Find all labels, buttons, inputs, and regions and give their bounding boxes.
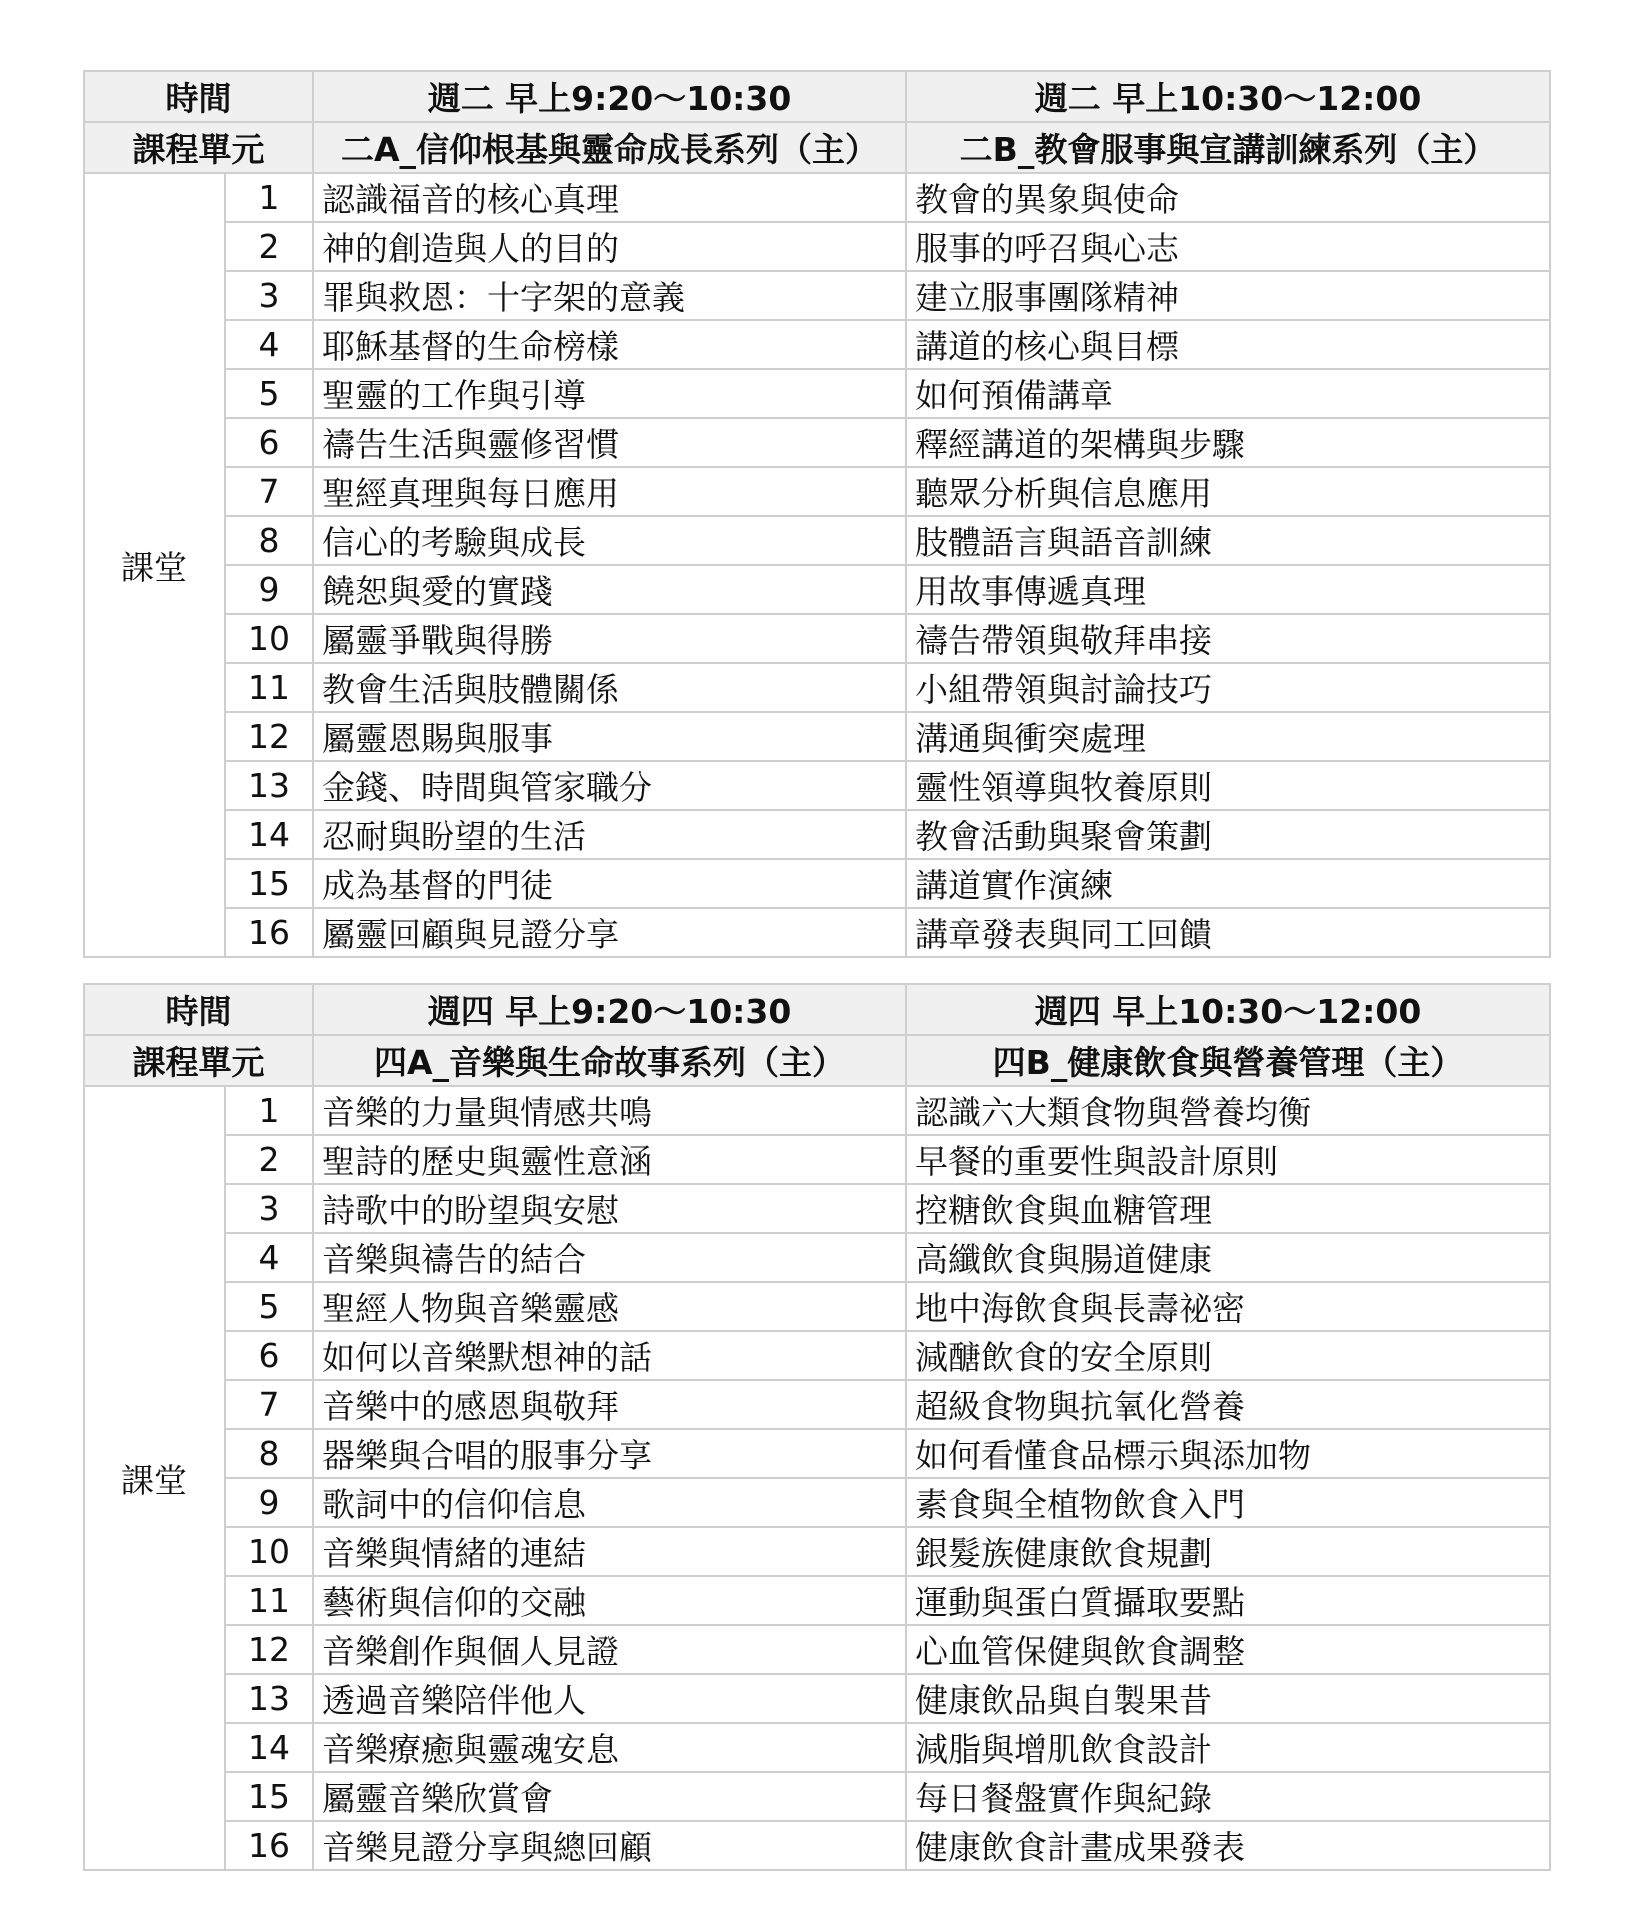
session-number: 2 [225, 1135, 313, 1184]
session-number: 7 [225, 1380, 313, 1429]
session-number: 5 [225, 369, 313, 418]
time-label: 時間 [84, 71, 313, 122]
table-row [84, 418, 1550, 467]
table-row [84, 1625, 1550, 1674]
topic-b: 高纖飲食與腸道健康 [906, 1233, 1550, 1282]
topic-b: 講道實作演練 [906, 859, 1550, 908]
session-number: 11 [225, 1576, 313, 1625]
topic-b: 減脂與增肌飲食設計 [906, 1723, 1550, 1772]
table-row [84, 320, 1550, 369]
topic-b: 講道的核心與目標 [906, 320, 1550, 369]
topic-b: 超級食物與抗氧化營養 [906, 1380, 1550, 1429]
topic-a: 音樂與禱告的結合 [313, 1233, 906, 1282]
topic-a: 詩歌中的盼望與安慰 [313, 1184, 906, 1233]
topic-b: 如何看懂食品標示與添加物 [906, 1429, 1550, 1478]
col-b-series: 四B_健康飲食與營養管理（主） [906, 1035, 1550, 1086]
table-row [84, 1821, 1550, 1870]
col-b-time: 週四 早上10:30～12:00 [906, 984, 1550, 1035]
topic-a: 認識福音的核心真理 [313, 173, 906, 222]
topic-a: 音樂見證分享與總回顧 [313, 1821, 906, 1870]
topic-a: 器樂與合唱的服事分享 [313, 1429, 906, 1478]
session-number: 2 [225, 222, 313, 271]
topic-a: 音樂的力量與情感共鳴 [313, 1086, 906, 1135]
topic-b: 每日餐盤實作與紀錄 [906, 1772, 1550, 1821]
topic-a: 罪與救恩：十字架的意義 [313, 271, 906, 320]
topic-a: 信心的考驗與成長 [313, 516, 906, 565]
topic-b: 銀髮族健康飲食規劃 [906, 1527, 1550, 1576]
table-row [84, 1576, 1550, 1625]
topic-a: 屬靈恩賜與服事 [313, 712, 906, 761]
unit-label: 課程單元 [84, 1035, 313, 1086]
table-row [84, 1674, 1550, 1723]
session-number: 3 [225, 1184, 313, 1233]
table-row [84, 1233, 1550, 1282]
topic-b: 教會活動與聚會策劃 [906, 810, 1550, 859]
session-number: 10 [225, 1527, 313, 1576]
session-number: 9 [225, 565, 313, 614]
series-header-row [84, 1035, 1550, 1086]
topic-b: 健康飲品與自製果昔 [906, 1674, 1550, 1723]
session-number: 12 [225, 1625, 313, 1674]
table-row [84, 1478, 1550, 1527]
topic-a: 聖經人物與音樂靈感 [313, 1282, 906, 1331]
topic-b: 健康飲食計畫成果發表 [906, 1821, 1550, 1870]
table-row [84, 1184, 1550, 1233]
session-number: 11 [225, 663, 313, 712]
unit-label: 課程單元 [84, 122, 313, 173]
table-row [84, 516, 1550, 565]
topic-b: 素食與全植物飲食入門 [906, 1478, 1550, 1527]
topic-b: 溝通與衝突處理 [906, 712, 1550, 761]
table-row [84, 369, 1550, 418]
topic-b: 如何預備講章 [906, 369, 1550, 418]
session-number: 14 [225, 1723, 313, 1772]
time-header-row [84, 984, 1550, 1035]
session-number: 14 [225, 810, 313, 859]
session-number: 13 [225, 761, 313, 810]
time-header-row [84, 71, 1550, 122]
session-number: 7 [225, 467, 313, 516]
table-row [84, 1282, 1550, 1331]
topic-b: 禱告帶領與敬拜串接 [906, 614, 1550, 663]
table-row [84, 1527, 1550, 1576]
table-row [84, 1135, 1550, 1184]
topic-b: 早餐的重要性與設計原則 [906, 1135, 1550, 1184]
session-number: 10 [225, 614, 313, 663]
topic-a: 饒恕與愛的實踐 [313, 565, 906, 614]
topic-a: 成為基督的門徒 [313, 859, 906, 908]
topic-b: 心血管保健與飲食調整 [906, 1625, 1550, 1674]
topic-a: 耶穌基督的生命榜樣 [313, 320, 906, 369]
table-row [84, 712, 1550, 761]
table-row [84, 271, 1550, 320]
session-number: 6 [225, 1331, 313, 1380]
table-row [84, 1429, 1550, 1478]
table-row [84, 173, 1550, 222]
table-row [84, 1380, 1550, 1429]
category-label: 課堂 [84, 173, 225, 957]
topic-b: 釋經講道的架構與步驟 [906, 418, 1550, 467]
topic-a: 音樂療癒與靈魂安息 [313, 1723, 906, 1772]
session-number: 15 [225, 859, 313, 908]
table-row [84, 222, 1550, 271]
topic-a: 金錢、時間與管家職分 [313, 761, 906, 810]
session-number: 15 [225, 1772, 313, 1821]
session-number: 1 [225, 1086, 313, 1135]
topic-a: 忍耐與盼望的生活 [313, 810, 906, 859]
category-label: 課堂 [84, 1086, 225, 1870]
topic-a: 神的創造與人的目的 [313, 222, 906, 271]
session-number: 13 [225, 1674, 313, 1723]
session-number: 5 [225, 1282, 313, 1331]
col-a-time: 週四 早上9:20～10:30 [313, 984, 906, 1035]
topic-a: 聖經真理與每日應用 [313, 467, 906, 516]
topic-b: 聽眾分析與信息應用 [906, 467, 1550, 516]
topic-a: 音樂中的感恩與敬拜 [313, 1380, 906, 1429]
topic-a: 屬靈音樂欣賞會 [313, 1772, 906, 1821]
table-row [84, 908, 1550, 957]
session-number: 1 [225, 173, 313, 222]
session-number: 6 [225, 418, 313, 467]
col-a-time: 週二 早上9:20～10:30 [313, 71, 906, 122]
topic-b: 靈性領導與牧養原則 [906, 761, 1550, 810]
topic-a: 教會生活與肢體關係 [313, 663, 906, 712]
topic-b: 教會的異象與使命 [906, 173, 1550, 222]
table-row [84, 1723, 1550, 1772]
session-number: 8 [225, 516, 313, 565]
topic-b: 地中海飲食與長壽祕密 [906, 1282, 1550, 1331]
time-label: 時間 [84, 984, 313, 1035]
topic-b: 服事的呼召與心志 [906, 222, 1550, 271]
topic-b: 用故事傳遞真理 [906, 565, 1550, 614]
table-row [84, 1331, 1550, 1380]
schedule-table-tuesday [83, 70, 1551, 958]
topic-a: 聖靈的工作與引導 [313, 369, 906, 418]
col-a-series: 四A_音樂與生命故事系列（主） [313, 1035, 906, 1086]
session-number: 8 [225, 1429, 313, 1478]
table-row [84, 565, 1550, 614]
topic-b: 肢體語言與語音訓練 [906, 516, 1550, 565]
table-row [84, 614, 1550, 663]
session-number: 3 [225, 271, 313, 320]
topic-a: 音樂創作與個人見證 [313, 1625, 906, 1674]
table-row [84, 1086, 1550, 1135]
schedule-table-thursday [83, 983, 1551, 1871]
topic-a: 屬靈爭戰與得勝 [313, 614, 906, 663]
table-row [84, 663, 1550, 712]
topic-a: 屬靈回顧與見證分享 [313, 908, 906, 957]
topic-b: 減醣飲食的安全原則 [906, 1331, 1550, 1380]
session-number: 16 [225, 908, 313, 957]
table-row [84, 1772, 1550, 1821]
topic-a: 透過音樂陪伴他人 [313, 1674, 906, 1723]
topic-b: 控糖飲食與血糖管理 [906, 1184, 1550, 1233]
session-number: 4 [225, 1233, 313, 1282]
topic-a: 如何以音樂默想神的話 [313, 1331, 906, 1380]
session-number: 4 [225, 320, 313, 369]
series-header-row [84, 122, 1550, 173]
topic-b: 小組帶領與討論技巧 [906, 663, 1550, 712]
table-row [84, 467, 1550, 516]
table-row [84, 761, 1550, 810]
topic-a: 禱告生活與靈修習慣 [313, 418, 906, 467]
topic-a: 聖詩的歷史與靈性意涵 [313, 1135, 906, 1184]
session-number: 9 [225, 1478, 313, 1527]
topic-b: 運動與蛋白質攝取要點 [906, 1576, 1550, 1625]
topic-b: 認識六大類食物與營養均衡 [906, 1086, 1550, 1135]
col-b-time: 週二 早上10:30～12:00 [906, 71, 1550, 122]
col-b-series: 二B_教會服事與宣講訓練系列（主） [906, 122, 1550, 173]
table-row [84, 810, 1550, 859]
topic-a: 音樂與情緒的連結 [313, 1527, 906, 1576]
session-number: 12 [225, 712, 313, 761]
col-a-series: 二A_信仰根基與靈命成長系列（主） [313, 122, 906, 173]
topic-a: 藝術與信仰的交融 [313, 1576, 906, 1625]
session-number: 16 [225, 1821, 313, 1870]
table-row [84, 859, 1550, 908]
topic-b: 講章發表與同工回饋 [906, 908, 1550, 957]
topic-b: 建立服事團隊精神 [906, 271, 1550, 320]
topic-a: 歌詞中的信仰信息 [313, 1478, 906, 1527]
